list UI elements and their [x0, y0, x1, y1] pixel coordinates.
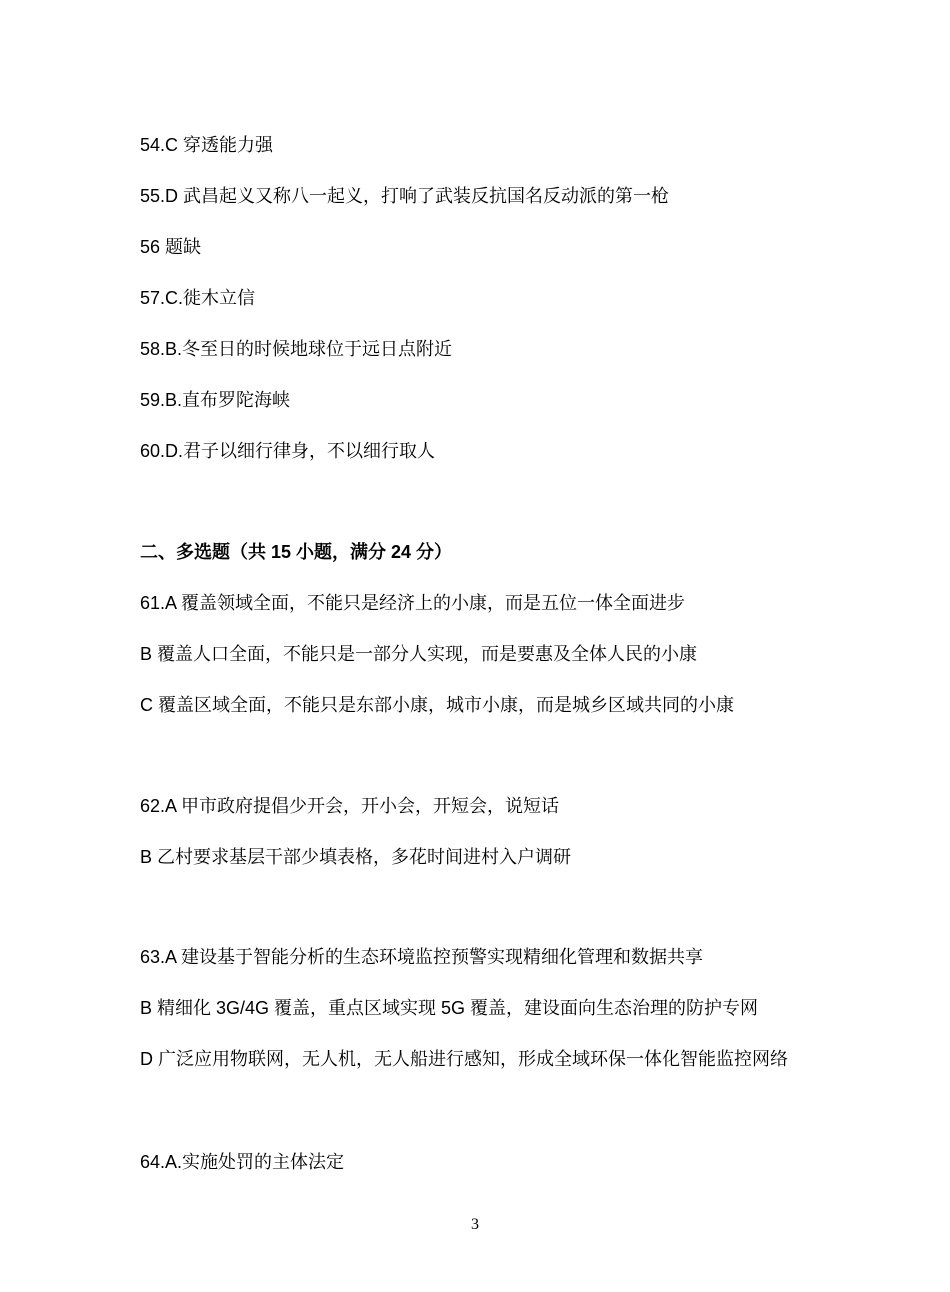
- answer-62-b: B 乙村要求基层干部少填表格，多花时间进村入户调研: [140, 847, 572, 867]
- answer-63-b: B 精细化 3G/4G 覆盖，重点区域实现 5G 覆盖，建设面向生态治理的防护专网: [140, 998, 759, 1018]
- section-heading-multiple-choice: 二、多选题（共 15 小题，满分 24 分）: [140, 542, 453, 562]
- answer-57: 57.C.徙木立信: [140, 288, 256, 308]
- answer-58: 58.B.冬至日的时候地球位于远日点附近: [140, 339, 453, 359]
- answer-63-d: D 广泛应用物联网，无人机，无人船进行感知，形成全域环保一体化智能监控网络: [140, 1049, 788, 1069]
- answer-62-a: 62.A 甲市政府提倡少开会，开小会，开短会，说短话: [140, 796, 560, 816]
- answer-60: 60.D.君子以细行律身，不以细行取人: [140, 441, 436, 461]
- answer-54: 54.C 穿透能力强: [140, 135, 274, 155]
- answer-61-c: C 覆盖区域全面，不能只是东部小康，城市小康，而是城乡区域共同的小康: [140, 695, 734, 715]
- answer-55: 55.D 武昌起义又称八一起义，打响了武装反抗国名反动派的第一枪: [140, 186, 670, 206]
- answer-63-a: 63.A 建设基于智能分析的生态环境监控预警实现精细化管理和数据共享: [140, 947, 704, 967]
- answer-61-a: 61.A 覆盖领域全面，不能只是经济上的小康，而是五位一体全面进步: [140, 593, 686, 613]
- answer-59: 59.B.直布罗陀海峡: [140, 390, 291, 410]
- answer-56: 56 题缺: [140, 237, 202, 257]
- page-number: 3: [471, 1216, 479, 1233]
- answer-61-b: B 覆盖人口全面，不能只是一部分人实现，而是要惠及全体人民的小康: [140, 644, 698, 664]
- answer-64-a: 64.A.实施处罚的主体法定: [140, 1152, 345, 1172]
